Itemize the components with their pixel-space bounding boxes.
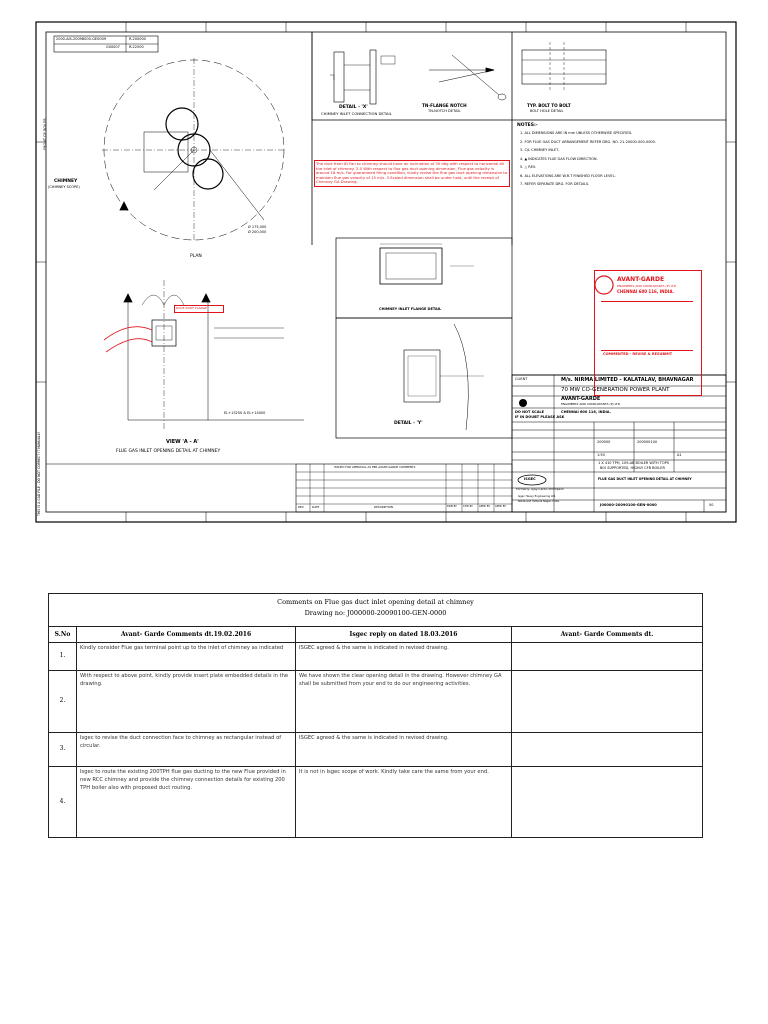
header-avant-garde-1: Avant- Garde Comments dt.19.02.2016 (77, 626, 296, 642)
view-aa-subtitle: FLUE GAS INLET OPENING DETAIL AT CHIMNEY (116, 449, 221, 454)
engineering-drawing (34, 20, 738, 524)
project-name: 70 MW CO-GENERATION POWER PLANT (561, 387, 670, 393)
title-line-2: BOI SUPPORTED, HIGHLY CFB BOILER (600, 466, 665, 470)
table-header-row (49, 626, 702, 643)
row-avant-garde-comment: Kindly consider Flue gas terminal point up to the inlet of chimney as indicated (77, 642, 296, 670)
comments-table (48, 593, 703, 838)
red-review-note: The duct from ID Fan to chimney should have an inclination of 30 deg with respect to horizontal till the inlet of chimney. 2.0 With respect to flue gas duct opening dimension, Flue gas velocity is around 18 m/s. For guaranteed firing condition, kindly revise the flue gas duct opening dimension to maintain flue gas velocity of 15 m/s. 3.Scaled dimension shall be under hold, until the receipt of Chimney GA Drawing. (314, 160, 510, 187)
document-number: J00000-20090100-GEN-0000 (600, 503, 657, 507)
rev-header-drn: DRN BY (447, 505, 457, 508)
rev-ref-1: R-200000 (129, 37, 146, 41)
stamp-subtitle-2: CHENNAI 600 116, INDIA. (617, 289, 675, 294)
front-of-boiler-label: FRONT OF BOILER (43, 118, 47, 150)
row-avant-garde-followup (512, 732, 702, 766)
if-in-doubt: IF IN DOUBT PLEASE ASK (515, 415, 565, 419)
header-isgec-reply: Isgec reply on dated 18.03.2016 (296, 626, 512, 642)
flange-detail-title: CHIMNEY INLET FLANGE DETAIL (379, 307, 442, 311)
tn-flange-subtitle: TN-NOTCH DETAIL (428, 109, 461, 113)
elevation-label: EL+13250 & EL+14000 (224, 411, 266, 415)
rev-row-description: ISSUED FOR APPROVAL AS PER AVANT-GARDE COMMENTS (334, 465, 416, 469)
comments-title-line-1: Comments on Flue gas duct inlet opening detail at chimney (277, 598, 474, 606)
scale: 1:50 (597, 453, 605, 457)
row-isgec-reply: ISGEC agreed & the same is indicated in revised drawing. (296, 732, 512, 766)
stamp-status: COMMENTED - REVISE & RESUBMIT (603, 352, 673, 356)
plan-label: PLAN (190, 254, 202, 259)
title-line-1: 1 X 410 TPH, 109-AB BOILER WITH TOPS (598, 461, 669, 465)
consultant-city: CHENNAI 600 116, INDIA. (561, 410, 611, 414)
red-small-note: ROOF ROOF FLANGE (174, 305, 224, 313)
client-label: CLIENT (515, 377, 528, 381)
company-logo: ISGEC (524, 477, 536, 481)
rev-header-appd-2: APPD BY (495, 505, 506, 508)
stamp-title: AVANT-GARDE (617, 276, 665, 283)
rev-header-appd-1: APPD BY (479, 505, 490, 508)
note-item: 5. △ REV. (520, 165, 536, 169)
row-avant-garde-comment: Isgec to route the existing 200TPH flue gas ducting to the new Flue provided in new RCC chimney and provide the chimney connection details for existing 200 TPH boiler also with proposed duct routing. (77, 766, 296, 837)
rev-header-date: DATE (312, 505, 320, 509)
dimension-2: Ø 200,000 (248, 230, 267, 234)
detail-y-title: DETAIL - 'Y' (394, 421, 423, 426)
rev-header-description: DESCRIPTION (374, 505, 393, 509)
typ-bolt-title: TYP. BOLT TO BOLT (527, 103, 571, 108)
rev-header-chd: CHD BY (463, 505, 473, 508)
row-avant-garde-followup (512, 642, 702, 670)
dimension-1: Ø 175,000 (248, 225, 267, 229)
consultant-subtitle: ENGINEERS AND CONSULTANTS (P) LTD. (561, 402, 621, 406)
header-avant-garde-2: Avant- Garde Comments dt. (560, 631, 654, 638)
notes-heading: NOTES:- (517, 123, 538, 128)
row-isgec-reply: ISGEC agreed & the same is indicated in revised drawing. (296, 642, 512, 670)
tn-flange-title: TN-FLANGE NOTCH (422, 103, 467, 108)
comments-title (49, 594, 702, 627)
project-number: 200000 (597, 440, 611, 444)
table-row (49, 732, 702, 767)
do-not-scale: DO NOT SCALE (515, 410, 545, 414)
rev-ref-2: R-22000 (129, 45, 144, 49)
company-full-name: Isgec Heavy Engineering Ltd. (518, 495, 556, 498)
company-former-name: Formerly: Ajay-Carbo-Thompson (516, 487, 564, 491)
chimney-scope: (CHIMNEY SCOPE) (48, 185, 80, 189)
consultant-name: AVANT-GARDE (561, 396, 601, 402)
header-sno: S.No (49, 626, 77, 642)
doc-ref-2: G00007 (106, 45, 120, 49)
rev-header-rev: REV. (298, 505, 305, 509)
comments-title-line-2: Drawing no: J000000-20090100-GEN-0000 (304, 609, 447, 617)
drawing-number-label: 200000100 (637, 440, 658, 444)
client-name: M/s. NIRMA LIMITED - KALATALAV, BHAVNAGAR (561, 377, 694, 383)
stamp-subtitle-1: ENGINEERS AND CONSULTANTS (P) LTD. (617, 284, 677, 288)
detail-x-title: DETAIL - 'X' (339, 105, 368, 110)
title-line-3: FLUE GAS DUCT INLET OPENING DETAIL AT CHIMNEY (598, 477, 692, 481)
row-avant-garde-followup (512, 670, 702, 732)
row-avant-garde-comment: Isgec to revise the duct connection face to chimney as rectangular instead of circular. (77, 732, 296, 766)
row-sno: 1. (49, 642, 77, 670)
row-sno: 4. (49, 766, 77, 837)
note-item: 3. C/L CHIMNEY INLET. (520, 148, 559, 152)
row-avant-garde-followup (512, 766, 702, 837)
note-item: 4. ▲ INDICATES FLUE GAS FLOW DIRECTION. (520, 156, 598, 161)
note-item: 1. ALL DIMENSIONS ARE IN mm UNLESS OTHERWISE SPECIFIED. (520, 131, 633, 135)
note-item: 6. ALL ELEVATIONS ARE W.R.T FINISHED FLOOR LEVEL. (520, 173, 616, 178)
cad-file-note: THIS IS A CAD FILE - DO NOT CORRECT IT MANUALLY (37, 431, 41, 516)
table-row (49, 766, 702, 837)
view-aa-title: VIEW 'A - A' (166, 439, 199, 445)
note-item: 7. REFER SEPARATE DRG. FOR DETAILS. (520, 182, 590, 186)
doc-ref-1: 2000-AIS-20098000-GE0009 (56, 37, 107, 41)
revision-number: 00 (709, 503, 714, 507)
company-city: Noida and Yamuna Nagar, India (518, 500, 559, 503)
table-row (49, 642, 702, 671)
note-item: 2. FOR FLUE GAS DUCT ARRANGEMENT REFER DRG. NO. 21-20000-000-0000. (520, 139, 656, 144)
row-isgec-reply: We have shown the clear opening detail in the drawing. However chimney GA shall be submitted from your end to do our engineering activities. (296, 670, 512, 732)
notes-list (520, 132, 710, 192)
table-row (49, 670, 702, 733)
typ-bolt-subtitle: BOLT HOLE DETAIL (530, 109, 564, 113)
sheet-size: A1 (677, 453, 682, 457)
chimney-label: CHIMNEY (54, 179, 78, 184)
row-sno: 2. (49, 670, 77, 732)
row-avant-garde-comment: With respect to above point, kindly provide insert plate embedded details in the drawing. (77, 670, 296, 732)
detail-x-subtitle: CHIMNEY INLET CONNECTION DETAIL (321, 111, 392, 116)
row-sno: 3. (49, 732, 77, 766)
row-isgec-reply: It is not in Isgec scope of work. Kindly take care the same from your end. (296, 766, 512, 837)
stamp-checkboxes (601, 301, 693, 351)
